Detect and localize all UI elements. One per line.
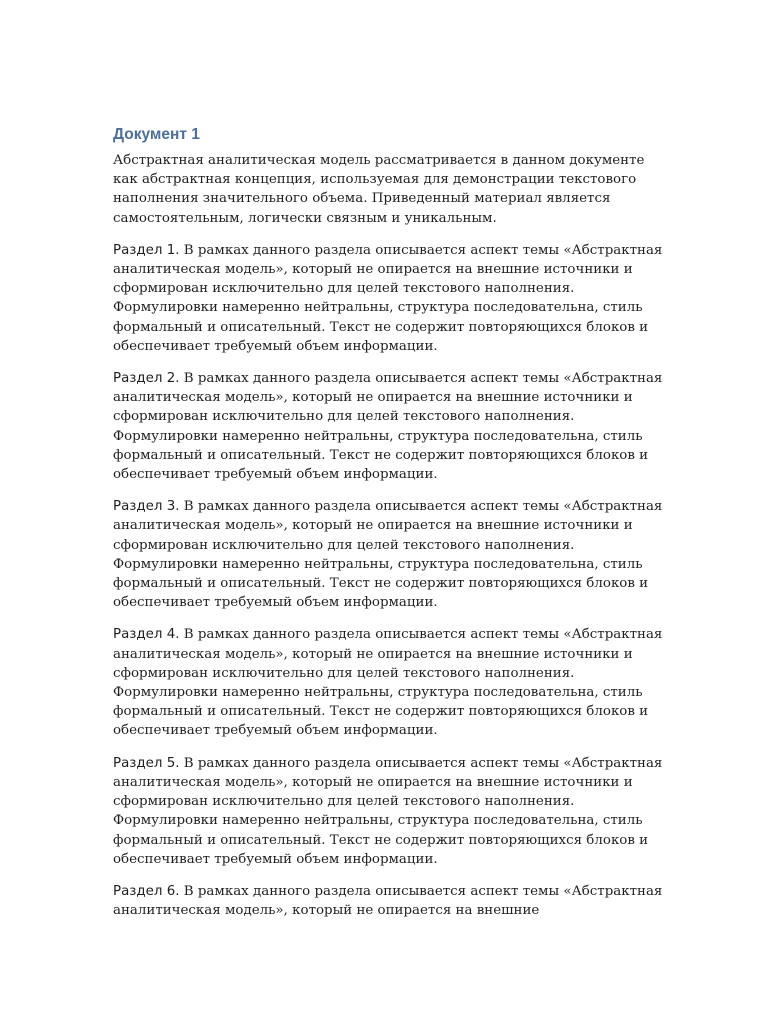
section-label: Раздел 4. [113, 627, 180, 643]
section-text: В рамках данного раздела описывается аспект темы «Абстрактная аналитическая модель», который не опирается на внешние источники и сформирован исключительно для целей текстового наполнения. Формулировки намеренно нейтральны, структура последовательна, стиль формальный и описательный. Текст не содержит повторяющихся блоков и обеспечивает требуемый объем информации. [113, 499, 663, 611]
section-text: В рамках данного раздела описывается аспект темы «Абстрактная аналитическая модель», который не опирается на внешние источники и сформирован исключительно для целей текстового наполнения. Формулировки намеренно нейтральны, структура последовательна, стиль формальный и описательный. Текст не содержит повторяющихся блоков и обеспечивает требуемый объем информации. [113, 242, 663, 354]
section-label: Раздел 2. [113, 371, 180, 387]
section-text: В рамках данного раздела описывается аспект темы «Абстрактная аналитическая модель», который не опирается на внешние источники и сформирован исключительно для целей текстового наполнения. Формулировки намеренно нейтральны, структура последовательна, стиль формальный и описательный. Текст не содержит повторяющихся блоков и обеспечивает требуемый объем информации. [113, 627, 663, 739]
section-label: Раздел 6. [113, 883, 180, 899]
document-title: Документ 1 [113, 126, 200, 143]
section-text: В рамках данного раздела описывается аспект темы «Абстрактная аналитическая модель», который не опирается на внешние источники и сформирован исключительно для целей текстового наполнения. Формулировки намеренно нейтральны, структура последовательна, стиль формальный и описательный. Текст не содержит повторяющихся блоков и обеспечивает требуемый объем информации. [113, 371, 663, 483]
section-text: В рамках данного раздела описывается аспект темы «Абстрактная аналитическая модель», который не опирается на внешние источники и сформирован исключительно для целей текстового наполнения. Формулировки намеренно нейтральны, структура последовательна, стиль формальный и описательный. Текст не содержит повторяющихся блоков и обеспечивает требуемый объем информации. [113, 755, 663, 867]
document-body [113, 125, 663, 918]
section-paragraph-1 [113, 241, 663, 356]
section-label: Раздел 3. [113, 499, 180, 515]
section-paragraph-2 [113, 369, 663, 484]
section-label: Раздел 1. [113, 242, 180, 258]
section-label: Раздел 5. [113, 755, 180, 771]
section-paragraph-5 [113, 754, 663, 869]
section-paragraph-3 [113, 497, 663, 612]
section-paragraph-4 [113, 625, 663, 740]
section-paragraph-6 [113, 882, 663, 918]
intro-paragraph: Абстрактная аналитическая модель рассматривается в данном документе как абстрактная концепция, используемая для демонстрации текстового наполнения значительного объема. Приведенный материал является самостоятельным, логически связным и уникальным. [113, 153, 645, 226]
section-text: В рамках данного раздела описывается аспект темы «Абстрактная аналитическая модель», который не опирается на внешние [113, 883, 663, 918]
